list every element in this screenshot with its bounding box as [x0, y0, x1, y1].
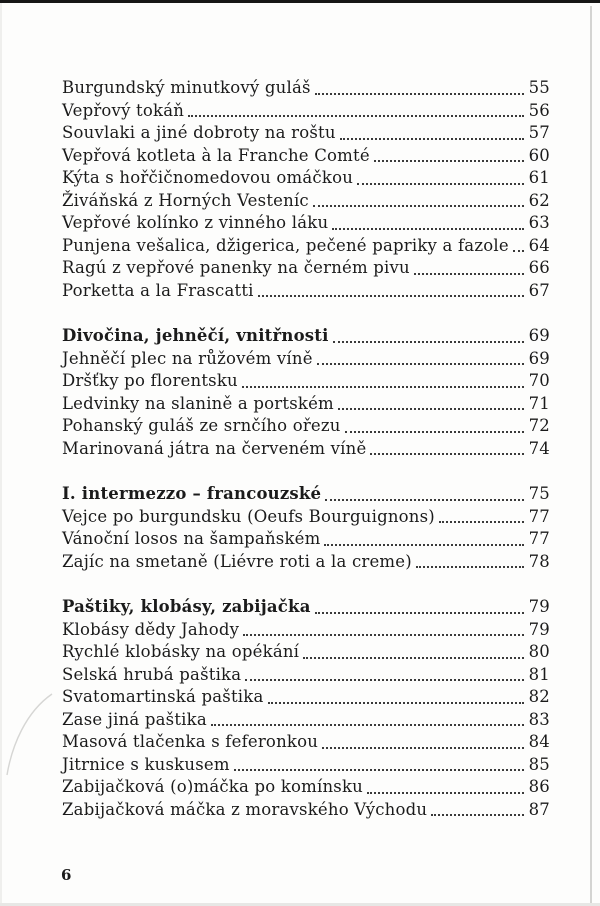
toc-entry-page: 62 [528, 190, 550, 210]
toc-entry-page: 77 [528, 506, 550, 526]
toc-entry-title: Selská hrubá paštika [62, 664, 242, 684]
toc-entry [62, 686, 550, 709]
dotted-leader [338, 408, 524, 410]
toc-entry [62, 664, 550, 687]
dotted-leader [211, 724, 524, 726]
toc-entry-page: 87 [528, 799, 550, 819]
toc-entry-page: 67 [528, 280, 550, 300]
dotted-leader [374, 160, 524, 162]
toc-entry-page: 61 [528, 168, 550, 187]
dotted-leader [414, 273, 524, 275]
toc-entry-title: Zabijačková máčka z moravského Východu [62, 799, 428, 819]
toc-entry-page: 81 [528, 664, 550, 684]
toc-entry-page: 77 [528, 529, 550, 548]
toc-entry-page: 86 [528, 777, 550, 796]
toc-entry [62, 776, 550, 799]
toc-entry-title: Masová tlačenka s feferonkou [62, 732, 319, 751]
table-of-contents [62, 77, 550, 821]
toc-entry [62, 145, 550, 168]
toc-entry [62, 393, 550, 416]
toc-entry [62, 641, 550, 664]
dotted-leader [367, 792, 524, 794]
toc-entry-page: 69 [528, 348, 550, 368]
toc-entry-title: Burgundský minutkový guláš [62, 78, 311, 97]
toc-entry [62, 235, 550, 258]
toc-entry-title: Vánoční losos na šampaňském [62, 529, 321, 548]
toc-entry-title: Vepřová kotleta à la Franche Comté [62, 145, 370, 165]
toc-entry-title: Dršťky po florentsku [62, 371, 238, 390]
dotted-leader [439, 521, 524, 523]
toc-entry-title: Klobásy dědy Jahody [62, 619, 240, 639]
dotted-leader [315, 612, 524, 614]
toc-entry-title: I. intermezzo – francouzské [62, 484, 322, 503]
toc-entry [62, 370, 550, 393]
toc-entry-page: 78 [528, 551, 550, 571]
toc-entry-title: Divočina, jehněčí, vnitřnosti [62, 326, 329, 345]
toc-entry-title: Marinovaná játra na červeném víně [62, 438, 367, 458]
toc-entry [62, 438, 550, 461]
dotted-leader [340, 138, 524, 140]
dotted-leader [332, 228, 523, 230]
toc-entry [62, 190, 550, 213]
toc-entry-page: 79 [528, 597, 550, 616]
toc-entry [62, 619, 550, 642]
toc-entry [62, 506, 550, 529]
toc-entry-page: 84 [528, 732, 550, 751]
dotted-leader [513, 250, 524, 252]
toc-group [62, 596, 550, 821]
toc-entry [62, 257, 550, 280]
page-number: 6 [61, 866, 72, 884]
toc-entry-title: Vejce po burgundsku (Oeufs Bourguignons) [62, 506, 435, 526]
toc-entry-title: Paštiky, klobásy, zabijačka [62, 597, 311, 616]
scan-artifact-curve [0, 650, 70, 810]
dotted-leader [268, 702, 524, 704]
toc-entry [62, 122, 550, 145]
toc-entry [62, 212, 550, 235]
toc-entry-title: Rychlé klobásky na opékání [62, 642, 300, 661]
toc-entry-page: 79 [528, 619, 550, 639]
toc-entry [62, 167, 550, 190]
toc-entry-page: 56 [528, 100, 550, 120]
toc-entry [62, 77, 550, 100]
toc-group [62, 77, 550, 302]
toc-entry-title: Zabijačková (o)máčka po komínsku [62, 777, 363, 796]
toc-entry-title: Vepřový tokáň [62, 100, 185, 120]
toc-entry-page: 72 [528, 416, 550, 435]
toc-entry [62, 731, 550, 754]
toc-entry [62, 280, 550, 303]
toc-entry-title: Vepřové kolínko z vinného láku [62, 213, 329, 232]
toc-entry-page: 55 [528, 78, 550, 97]
dotted-leader [188, 115, 524, 117]
toc-entry [62, 100, 550, 123]
toc-section-header [62, 325, 550, 348]
toc-entry-title: Jitrnice s kuskusem [62, 754, 230, 774]
toc-entry-title: Zase jiná paštika [62, 709, 207, 729]
dotted-leader [258, 295, 524, 297]
dotted-leader [357, 183, 524, 185]
toc-entry-title: Živáňská z Horných Vesteníc [62, 190, 309, 210]
scan-left-edge [0, 3, 2, 906]
toc-entry-page: 66 [528, 258, 550, 277]
toc-entry-title: Ledvinky na slanině a portském [62, 393, 334, 413]
toc-entry [62, 348, 550, 371]
dotted-leader [243, 634, 523, 636]
scan-top-edge [0, 0, 600, 3]
toc-entry-page: 82 [528, 687, 550, 706]
toc-group [62, 325, 550, 460]
toc-entry-page: 57 [528, 123, 550, 142]
dotted-leader [325, 499, 523, 501]
toc-entry-page: 70 [528, 371, 550, 390]
dotted-leader [333, 341, 524, 343]
dotted-leader [234, 769, 524, 771]
toc-entry-title: Porketta a la Frascatti [62, 280, 254, 300]
toc-entry-title: Pohanský guláš ze srnčího ořezu [62, 416, 341, 435]
toc-section-header [62, 483, 550, 506]
toc-entry-page: 60 [528, 145, 550, 165]
dotted-leader [345, 431, 524, 433]
toc-entry-page: 71 [528, 393, 550, 413]
toc-entry-page: 69 [528, 326, 550, 345]
toc-entry [62, 551, 550, 574]
dotted-leader [370, 453, 523, 455]
toc-entry-page: 80 [528, 642, 550, 661]
dotted-leader [315, 93, 524, 95]
dotted-leader [322, 747, 524, 749]
toc-entry-title: Kýta s hořčičnomedovou omáčkou [62, 168, 354, 187]
toc-entry-title: Zajíc na smetaně (Liévre roti a la creme) [62, 551, 412, 571]
toc-entry [62, 415, 550, 438]
toc-entry [62, 754, 550, 777]
toc-group [62, 483, 550, 573]
dotted-leader [431, 814, 523, 816]
toc-entry-page: 75 [528, 484, 550, 503]
toc-entry-title: Souvlaki a jiné dobroty na roštu [62, 123, 336, 142]
toc-entry-title: Svatomartinská paštika [62, 687, 264, 706]
dotted-leader [416, 566, 524, 568]
toc-entry-page: 64 [528, 235, 550, 255]
toc-entry-page: 63 [528, 213, 550, 232]
toc-entry-page: 85 [528, 754, 550, 774]
toc-section-header [62, 596, 550, 619]
toc-entry [62, 528, 550, 551]
dotted-leader [245, 679, 523, 681]
toc-entry-title: Ragú z vepřové panenky na černém pivu [62, 258, 410, 277]
scan-right-edge [590, 6, 592, 906]
dotted-leader [324, 544, 523, 546]
toc-entry-title: Jehněčí plec na růžovém víně [62, 348, 313, 368]
dotted-leader [313, 205, 524, 207]
dotted-leader [242, 386, 524, 388]
toc-entry [62, 709, 550, 732]
toc-entry-title: Punjena vešalica, džigerica, pečené papriky a fazole [62, 235, 509, 255]
toc-entry-page: 83 [528, 709, 550, 729]
toc-entry [62, 799, 550, 822]
dotted-leader [303, 657, 523, 659]
dotted-leader [317, 363, 524, 365]
toc-entry-page: 74 [528, 438, 550, 458]
